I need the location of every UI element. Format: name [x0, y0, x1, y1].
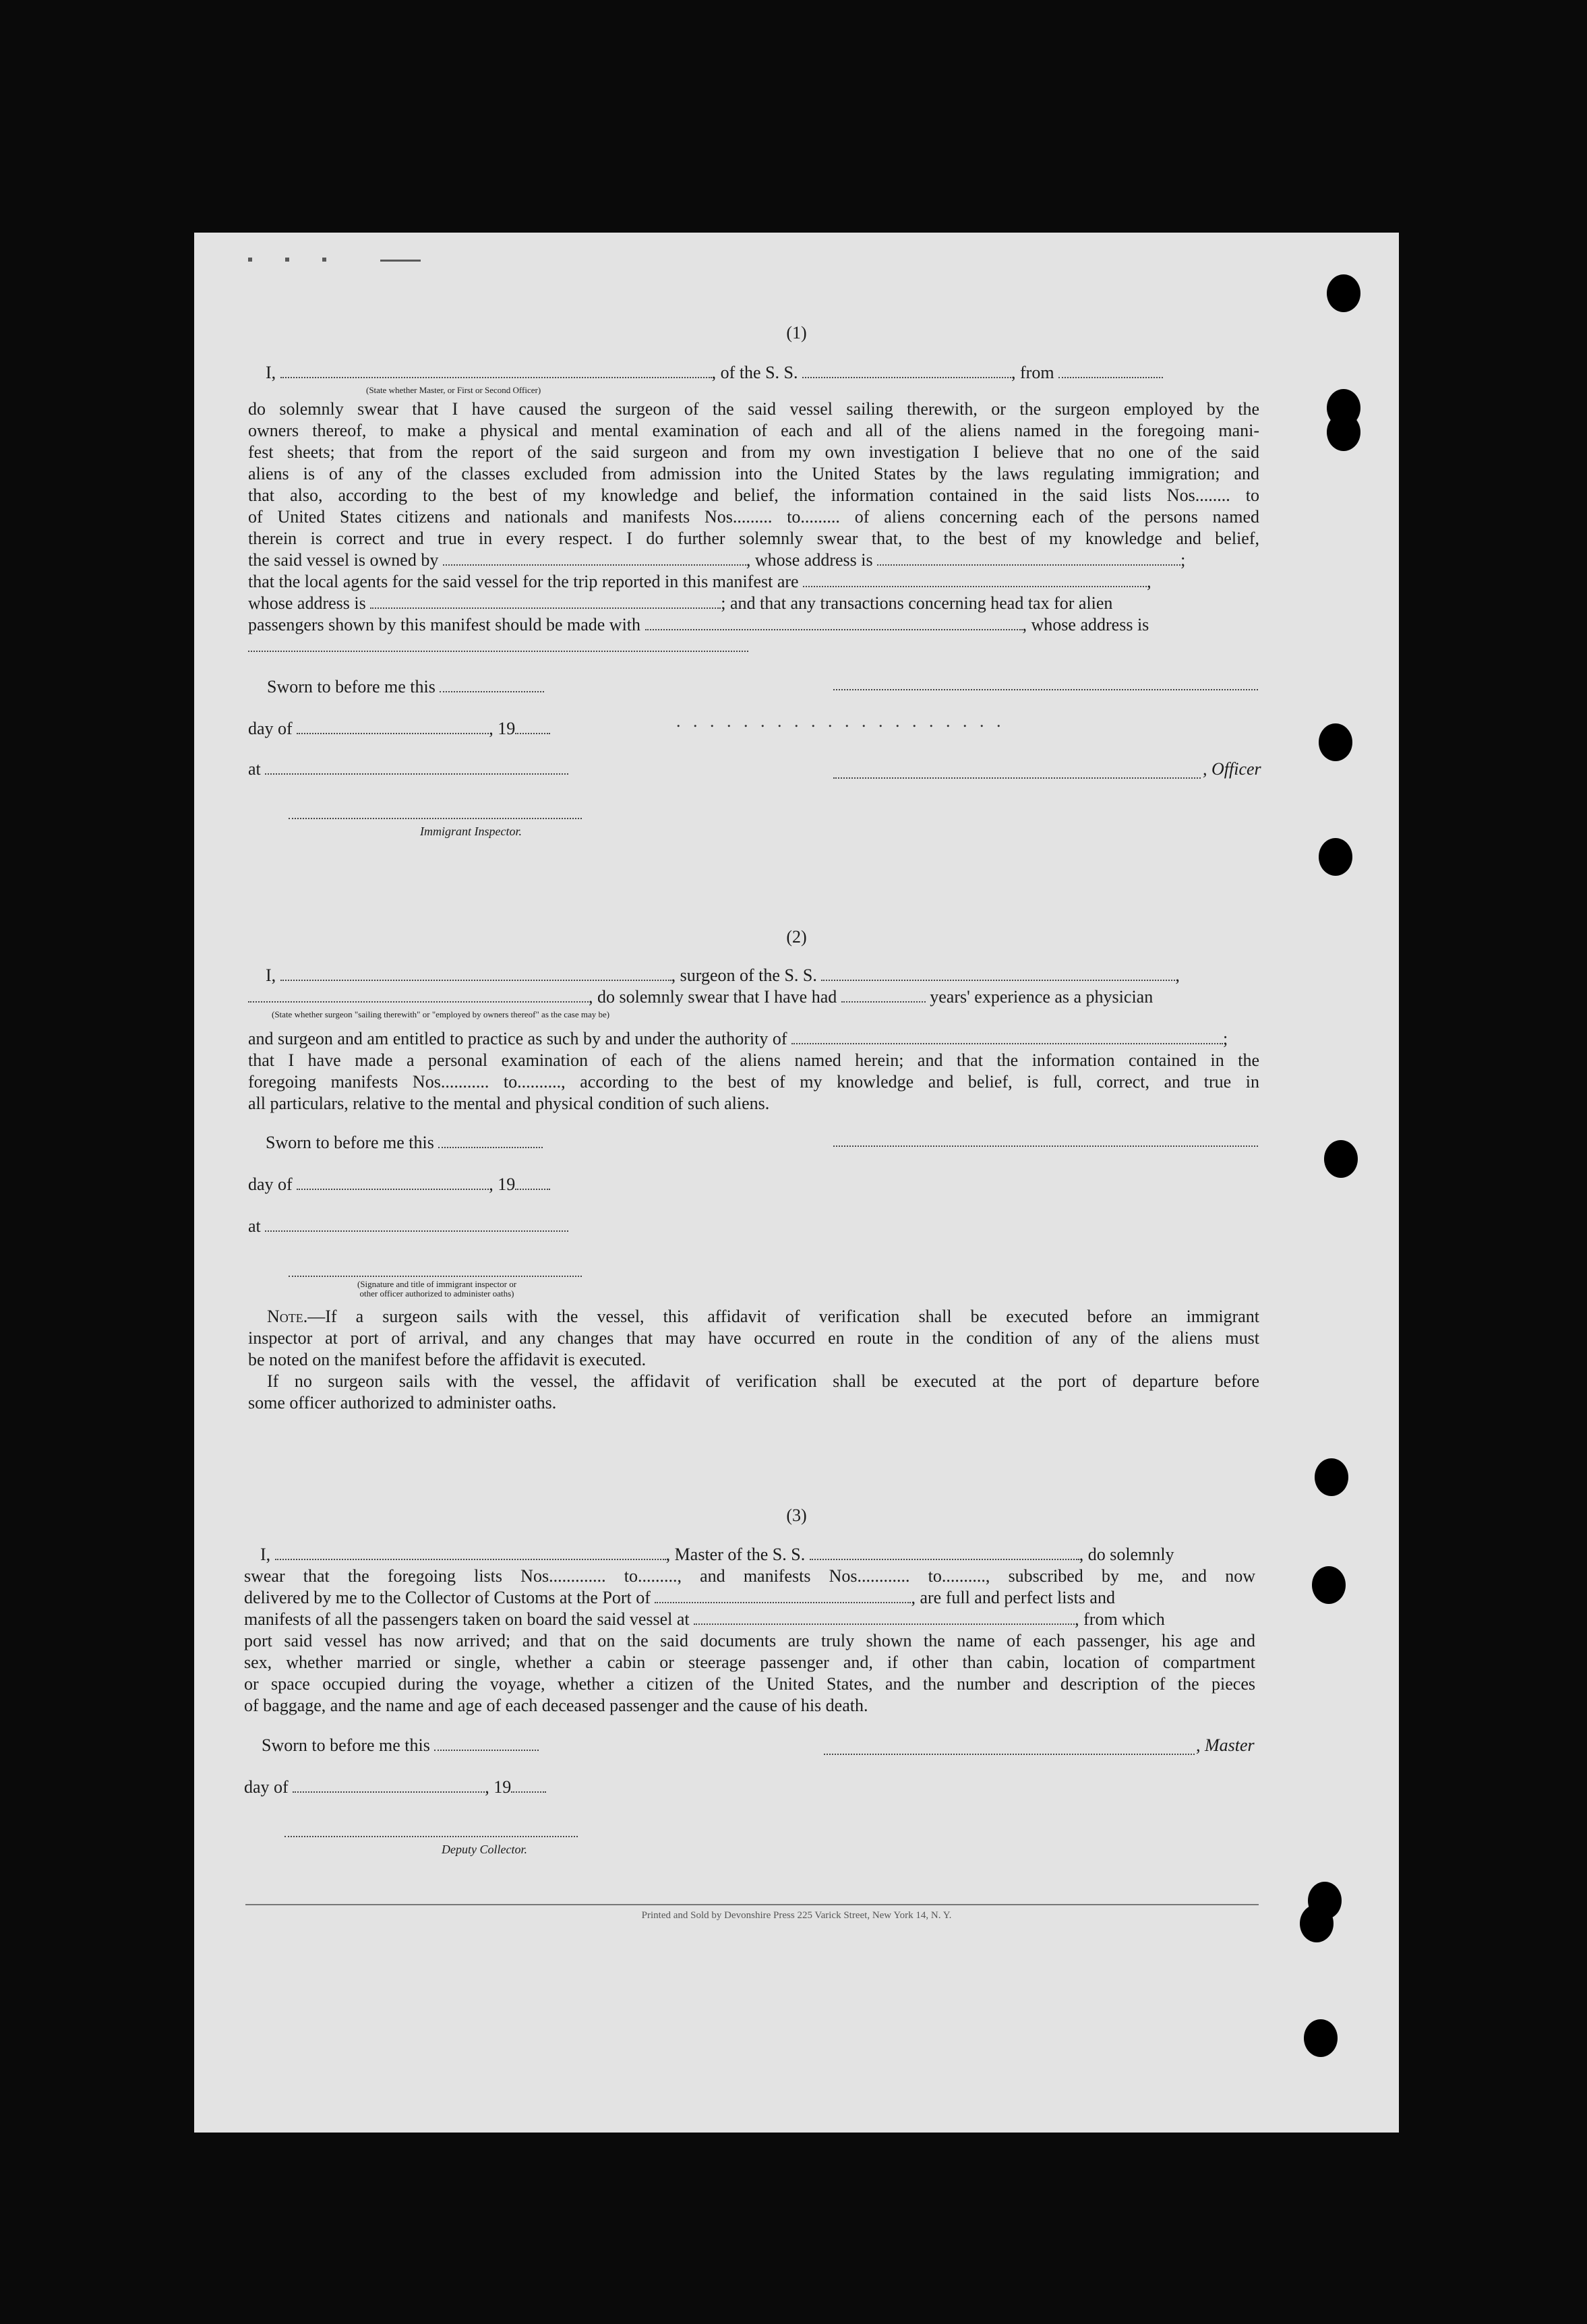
binder-hole — [1315, 1458, 1348, 1496]
s1-at-label: at — [248, 759, 261, 779]
agents-address-field[interactable] — [370, 593, 721, 609]
s2-year-label: , 19 — [489, 1174, 516, 1194]
binder-hole — [1324, 1140, 1358, 1178]
binder-hole — [1327, 274, 1360, 312]
ink-speck — [248, 258, 252, 262]
owner-field[interactable] — [443, 549, 746, 566]
s1-whose-address-label: whose address is — [248, 593, 366, 613]
s2-note-line: If no surgeon sails with the vessel, the affidavit of verification shall be executed at the port of departure before — [267, 1371, 1259, 1391]
s2-sig-caption-2: other officer authorized to administer oaths) — [359, 1288, 514, 1299]
s2-paragraph — [248, 1050, 1259, 1114]
s1-p-line: owners thereof, to make a physical and mental examination of each and all of the aliens named in the foregoing mani- — [248, 421, 1259, 440]
s3-port-label: delivered by me to the Collector of Customs at the Port of — [244, 1588, 651, 1607]
s2-p-line: all particulars, relative to the mental and physical condition of such aliens. — [248, 1094, 770, 1113]
s1-p-line: do solemnly swear that I have caused the surgeon of the said vessel sailing therewith, or the surgeon employed by the — [248, 399, 1259, 419]
ink-speck — [322, 258, 326, 262]
s1-agents-label: that the local agents for the said vessel for the trip reported in this manifest are — [248, 572, 799, 591]
contact-address-field[interactable] — [248, 651, 748, 652]
s3-master-signature-field[interactable] — [824, 1754, 1195, 1755]
binder-hole — [1304, 2019, 1338, 2057]
s2-day-line — [248, 1174, 550, 1195]
s1-contact-address-label: , whose address is — [1022, 615, 1149, 634]
s1-head-tax-line — [248, 614, 1149, 636]
s1-day-line — [248, 718, 550, 740]
owner-address-field[interactable] — [877, 549, 1180, 566]
s1-sworn-line — [267, 676, 544, 698]
ink-speck — [285, 258, 289, 262]
s3-paragraph-a — [244, 1566, 1255, 1587]
s3-master-caption — [1196, 1735, 1255, 1756]
authority-field[interactable] — [791, 1028, 1223, 1044]
s2-p-line: that I have made a personal examination of each of the aliens named herein; and that the information contained in the — [248, 1050, 1259, 1070]
s3-vessel-field[interactable] — [810, 1544, 1079, 1560]
s3-taken-line — [244, 1609, 1165, 1630]
s1-inspector-caption: Immigrant Inspector. — [420, 825, 522, 838]
s1-paragraph — [248, 398, 1259, 549]
s3-solemnly-label: , do solemnly — [1079, 1545, 1174, 1564]
s2-day-field[interactable] — [297, 1174, 489, 1190]
s3-day-line — [244, 1777, 546, 1798]
faint-dots: . . . . . . . . . . . . . . . . . . . . — [676, 711, 1005, 731]
binder-hole — [1300, 1905, 1334, 1942]
s2-sworn-label: Sworn to before me this — [266, 1133, 434, 1152]
s2-swear-label: , do solemnly swear that I have had — [589, 987, 837, 1007]
port-field[interactable] — [655, 1587, 911, 1603]
s2-p-line: foregoing manifests Nos........... to.........., according to the best of my knowledge and belief, is full, correct, and true in — [248, 1072, 1259, 1092]
s1-p-line: that also, according to the best of my knowledge and belief, the information contained in the said lists Nos........ to — [248, 485, 1259, 505]
s3-p-line: sex, whether married or single, whether a cabin or steerage passenger and, if other than cabin, location of compartment — [244, 1652, 1255, 1672]
s1-p-line: aliens is of any of the classes excluded from admission into the United States by the laws regulating immigration; and — [248, 464, 1259, 483]
s2-surgeon-caption: (State whether surgeon "sailing therewith" or "employed by owners thereof" as the case may be) — [272, 1009, 610, 1019]
s1-p-line: therein is correct and true in every respect. I do further solemnly swear that, to the best of my knowledge and belief, — [248, 529, 1259, 548]
ink-dash — [380, 260, 421, 262]
from-port-field[interactable] — [1058, 362, 1163, 378]
head-tax-contact-field[interactable] — [645, 614, 1023, 630]
s2-note-line: some officer authorized to administer oaths. — [248, 1393, 557, 1412]
officer-name-field[interactable] — [280, 362, 712, 378]
s1-officer-signature-field[interactable] — [833, 777, 1201, 779]
s3-year-field[interactable] — [511, 1777, 546, 1793]
s1-sworn-label: Sworn to before me this — [267, 677, 436, 696]
s1-made-with-label: passengers shown by this manifest should be made with — [248, 615, 641, 634]
s3-taken-label: manifests of all the passengers taken on board the said vessel at — [244, 1609, 690, 1629]
s1-owned-label: the said vessel is owned by — [248, 550, 439, 570]
s2-sig-caption-1: (Signature and title of immigrant inspector or — [357, 1279, 517, 1289]
years-experience-field[interactable] — [841, 986, 926, 1003]
s1-i-label: I, — [266, 363, 276, 382]
s3-master-text: , Master — [1196, 1735, 1255, 1755]
s1-owned-line: the said vessel is owned by , whose address is ; — [248, 550, 1186, 570]
s2-line-3: and surgeon and am entitled to practice as such by and under the authority of ; — [248, 1029, 1228, 1048]
s2-note-line: be noted on the manifest before the affidavit is executed. — [248, 1350, 647, 1369]
s3-full-lists-label: , are full and perfect lists and — [911, 1588, 1115, 1607]
s2-note-line — [248, 1306, 1259, 1328]
document-page — [194, 233, 1399, 2133]
s1-year-label: , 19 — [489, 719, 516, 738]
s2-vessel-field[interactable] — [821, 965, 1175, 981]
s2-i-label: I, — [266, 965, 276, 985]
s1-officer-text: , Officer — [1203, 759, 1261, 779]
s3-port-line — [244, 1587, 1115, 1609]
s2-signature-field[interactable] — [833, 1145, 1258, 1147]
s3-p-line: swear that the foregoing lists Nos............. to........., and manifests Nos............ to.........., subscribed by me, and now — [244, 1566, 1255, 1586]
s3-day-of-label: day of — [244, 1777, 289, 1797]
s1-officer-label — [1203, 758, 1261, 780]
s3-line-1 — [260, 1544, 1174, 1566]
s2-line-1: I, , surgeon of the S. S. , — [266, 965, 1180, 985]
binder-hole — [1319, 838, 1352, 876]
s3-sworn-line — [262, 1735, 539, 1756]
s2-surgeon-label: , surgeon of the S. S. — [671, 965, 817, 985]
section-2-number: (2) — [786, 927, 807, 947]
s1-sworn-date-field[interactable] — [440, 676, 544, 692]
s3-p-line: or space occupied during the voyage, whether a citizen of the United States, and the number and description of the pieces — [244, 1674, 1255, 1694]
master-name-field[interactable] — [275, 1544, 666, 1560]
s2-note-line: inspector at port of arrival, and any changes that may have occurred en route in the condition of any of the aliens must — [248, 1328, 1259, 1348]
s1-owner-address-label: , whose address is — [746, 550, 873, 570]
s3-p-line: of baggage, and the name and age of each deceased passenger and the cause of his death. — [244, 1696, 868, 1715]
s3-deputy-signature-field[interactable] — [285, 1836, 578, 1837]
s3-from-which-label: , from which — [1075, 1609, 1165, 1629]
s1-day-field[interactable] — [297, 718, 489, 734]
s3-sworn-date-field[interactable] — [434, 1735, 539, 1751]
s2-day-of-label: day of — [248, 1174, 293, 1194]
s1-inspector-signature-field[interactable] — [289, 818, 582, 819]
footer-rule — [245, 1904, 1259, 1905]
s1-line-1 — [266, 362, 1163, 384]
s1-officer-caption: (State whether Master, or First or Second Officer) — [366, 385, 541, 395]
surgeon-name-field[interactable] — [280, 965, 671, 981]
s1-of-ss-label: , of the S. S. — [711, 363, 798, 382]
s1-p-line: fest sheets; that from the report of the said surgeon and from my own investigation I believe that no one of the said — [248, 442, 1259, 462]
s1-year-field[interactable] — [515, 718, 550, 734]
s3-day-field[interactable] — [293, 1777, 485, 1793]
s3-sworn-label: Sworn to before me this — [262, 1735, 430, 1755]
s3-p-line: port said vessel has now arrived; and that on the said documents are truly shown the name of each passenger, his age and — [244, 1631, 1255, 1650]
note-text: —If a surgeon sails with the vessel, this affidavit of verification shall be executed before an immigrant — [307, 1307, 1259, 1326]
s3-i-label: I, — [260, 1545, 271, 1564]
s1-day-of-label: day of — [248, 719, 293, 738]
s3-master-label: , Master of the S. S. — [665, 1545, 806, 1564]
s1-whose-address-line — [248, 593, 1112, 614]
binder-hole — [1327, 413, 1360, 451]
s2-at-field[interactable] — [265, 1216, 568, 1232]
s1-at-line — [248, 758, 568, 780]
s1-head-tax-text: ; and that any transactions concerning head tax for alien — [721, 593, 1113, 613]
s2-sworn-line — [266, 1132, 543, 1154]
s2-inspector-signature-field[interactable] — [289, 1276, 582, 1277]
note-label: Note. — [267, 1307, 308, 1326]
agents-field[interactable] — [803, 571, 1147, 587]
s2-at-label: at — [248, 1216, 261, 1236]
s2-note — [248, 1306, 1259, 1414]
s2-line-2 — [248, 986, 1153, 1008]
s2-at-line — [248, 1216, 568, 1237]
s1-from-label: , from — [1011, 363, 1054, 382]
s2-sworn-date-field[interactable] — [438, 1132, 543, 1148]
s3-deputy-caption: Deputy Collector. — [442, 1843, 527, 1856]
printer-imprint: Printed and Sold by Devonshire Press 225 Varick Street, New York 14, N. Y. — [641, 1910, 952, 1921]
s2-year-field[interactable] — [515, 1174, 550, 1190]
surgeon-status-field[interactable] — [248, 986, 589, 1003]
s1-p-line: of United States citizens and nationals and manifests Nos......... to......... of aliens concerning each of the persons named — [248, 507, 1259, 527]
vessel-name-field[interactable] — [802, 362, 1011, 378]
section-1-number: (1) — [786, 323, 807, 342]
binder-hole — [1312, 1566, 1346, 1604]
s1-agents-line: that the local agents for the said vessel for the trip reported in this manifest are , — [248, 572, 1151, 591]
s2-years-label: years' experience as a physician — [930, 987, 1154, 1007]
departure-port-field[interactable] — [694, 1609, 1075, 1625]
binder-hole — [1319, 723, 1352, 761]
s1-signature-field[interactable] — [833, 689, 1258, 690]
s2-authority-label: and surgeon and am entitled to practice as such by and under the authority of — [248, 1029, 787, 1048]
s1-at-field[interactable] — [265, 758, 568, 775]
s3-year-label: , 19 — [485, 1777, 512, 1797]
s3-paragraph-b — [244, 1630, 1255, 1717]
section-3-number: (3) — [786, 1506, 807, 1525]
